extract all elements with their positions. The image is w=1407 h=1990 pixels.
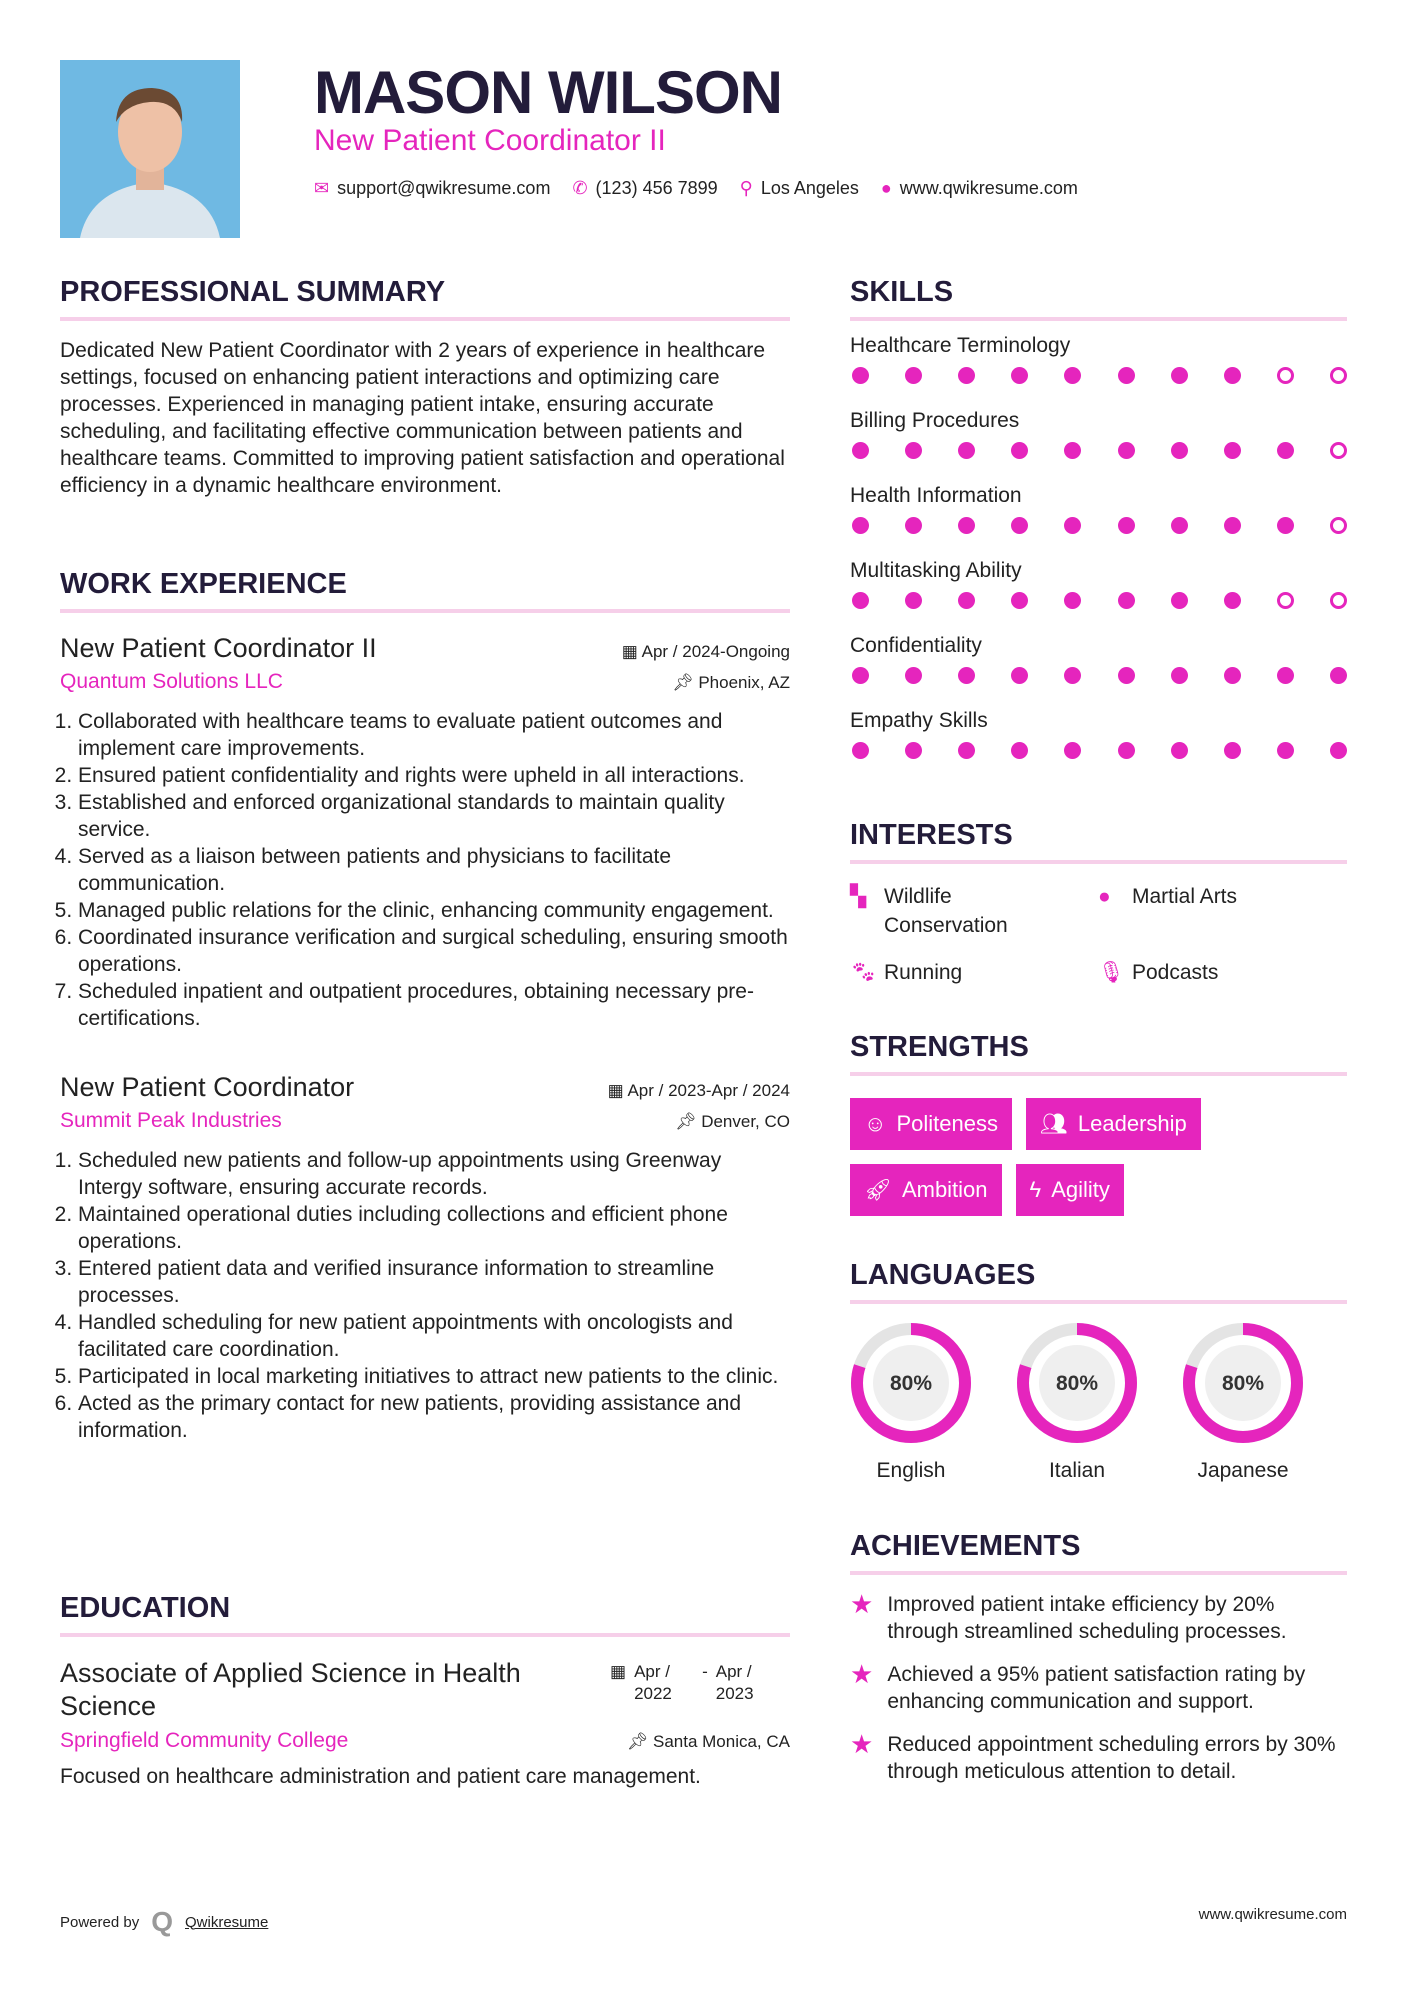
- language-item: [850, 1322, 972, 1483]
- bolt-icon: ϟ: [1029, 1177, 1042, 1202]
- section-heading: SKILLS: [850, 276, 1347, 321]
- job-entry: [60, 1072, 790, 1444]
- globe-icon: ●: [1098, 885, 1111, 908]
- skill-dot: [958, 442, 975, 459]
- language-name: Italian: [1048, 1459, 1106, 1482]
- skill-dot: [905, 442, 922, 459]
- skill-dot: [1277, 442, 1294, 459]
- education-location: Santa Monica, CA: [652, 1732, 790, 1751]
- skill-dot: [1277, 742, 1294, 759]
- language-donut: [1182, 1322, 1304, 1444]
- job-bullet: 7. Scheduled inpatient and outpatient procedures, obtaining necessary pre-certifications.: [78, 978, 790, 1032]
- job-bullet: 3. Established and enforced organizational standards to maintain quality service.: [78, 789, 790, 843]
- skill-dot: [1171, 517, 1188, 534]
- paw-icon: 🐾︎: [850, 961, 877, 984]
- email[interactable]: support@qwikresume.com: [337, 178, 551, 198]
- skill-item: [850, 406, 1347, 481]
- interest-label: Wildlife Conservation: [884, 885, 1008, 937]
- skill-dot: [905, 667, 922, 684]
- candidate-name: MASON WILSON: [314, 59, 782, 126]
- job-bullet: 2. Ensured patient confidentiality and rights were upheld in all interactions.: [78, 762, 790, 789]
- star-icon: ★: [850, 1589, 874, 1619]
- section-heading: STRENGTHS: [850, 1031, 1347, 1076]
- skill-item: [850, 331, 1347, 406]
- strength-badge: [1016, 1164, 1124, 1216]
- company: Summit Peak Industries: [60, 1109, 282, 1132]
- skill-dot: [1224, 742, 1241, 759]
- strength-label: Leadership: [1077, 1111, 1187, 1136]
- skill-dot: [1064, 442, 1081, 459]
- skill-item: [850, 556, 1347, 631]
- education-description: Focused on healthcare administration and patient care management.: [60, 1765, 701, 1788]
- skill-rating: [850, 736, 1347, 781]
- skill-dot: [1224, 442, 1241, 459]
- profile-photo: [60, 60, 240, 238]
- summary-section: [60, 276, 790, 499]
- education-section: [60, 1592, 790, 1790]
- section-heading: WORK EXPERIENCE: [60, 568, 790, 613]
- skill-name: Health Information: [850, 484, 1022, 507]
- language-donut: [1016, 1322, 1138, 1444]
- language-donut: [850, 1322, 972, 1444]
- skill-rating: [850, 661, 1347, 706]
- skill-item: [850, 706, 1347, 781]
- achievement-item: [850, 1731, 1347, 1785]
- candidate-title: New Patient Coordinator II: [314, 124, 666, 157]
- rocket-icon: 🚀︎: [864, 1177, 892, 1202]
- section-heading: INTERESTS: [850, 819, 1347, 864]
- skill-dot: [1330, 517, 1347, 534]
- microphone-icon: 🎙︎: [1098, 961, 1125, 984]
- phone: (123) 456 7899: [595, 178, 718, 198]
- end-date: Apr / 2023: [715, 1662, 754, 1703]
- skill-dot: [1224, 367, 1241, 384]
- language-item: [1016, 1322, 1138, 1483]
- skills-section: [850, 276, 1347, 781]
- achievement-text: Reduced appointment scheduling errors by 30% through meticulous attention to detail.: [887, 1733, 1336, 1783]
- skill-dot: [852, 367, 869, 384]
- language-percent: 80%: [889, 1372, 933, 1395]
- skill-name: Healthcare Terminology: [850, 334, 1071, 357]
- skill-dot: [1330, 592, 1347, 609]
- skill-rating: [850, 511, 1347, 556]
- skill-name: Multitasking Ability: [850, 559, 1022, 582]
- languages-section: [850, 1259, 1347, 1483]
- job-bullet: 6. Acted as the primary contact for new patients, providing assistance and information.: [78, 1390, 790, 1444]
- skill-dot: [905, 592, 922, 609]
- skill-dot: [1064, 592, 1081, 609]
- summary-text: Dedicated New Patient Coordinator with 2 years of experience in healthcare settings, focused on enhancing patient interactions and optimizing care processes. Experienced in managing patient intake, ensuring accurate scheduling, and facilitating effective communication between patients and healthcare teams. Committed to improving patient satisfaction and operational efficiency in a dynamic healthcare environment.: [60, 339, 785, 497]
- strength-label: Agility: [1051, 1177, 1110, 1202]
- achievement-item: [850, 1591, 1347, 1645]
- language-item: [1182, 1322, 1304, 1483]
- smile-icon: ☺: [864, 1111, 887, 1136]
- start-date: Apr / 2022: [634, 1662, 672, 1703]
- job-bullet: 3. Entered patient data and verified insurance information to streamline processes.: [78, 1255, 790, 1309]
- achievement-text: Achieved a 95% patient satisfaction rating by enhancing communication and support.: [887, 1663, 1306, 1713]
- job-bullet: 5. Managed public relations for the clinic, enhancing community engagement.: [78, 897, 790, 924]
- skill-dot: [958, 742, 975, 759]
- job-date: Apr / 2024-Ongoing: [641, 642, 790, 661]
- interest-item: [850, 958, 1098, 987]
- globe-icon: ●: [880, 178, 892, 198]
- calendar-icon: ▦: [610, 1662, 627, 1681]
- skill-dot: [852, 667, 869, 684]
- skill-dot: [1011, 442, 1028, 459]
- skill-dot: [852, 742, 869, 759]
- skill-dot: [958, 592, 975, 609]
- strength-badge: [850, 1098, 1012, 1150]
- skill-dot: [1064, 367, 1081, 384]
- contact-info: [314, 178, 1078, 199]
- skill-dot: [1118, 592, 1135, 609]
- skill-dot: [1277, 517, 1294, 534]
- skill-item: [850, 481, 1347, 556]
- skill-dot: [1224, 667, 1241, 684]
- education-date: ▦ Apr / 2022 - Apr / 2023: [610, 1661, 790, 1705]
- skill-rating: [850, 361, 1347, 406]
- skill-dot: [1011, 742, 1028, 759]
- skill-dot: [958, 367, 975, 384]
- location: Los Angeles: [760, 178, 859, 198]
- experience-section: [60, 568, 790, 1444]
- footer-website[interactable]: www.qwikresume.com: [1198, 1906, 1347, 1923]
- skill-item: [850, 631, 1347, 706]
- section-heading: LANGUAGES: [850, 1259, 1347, 1304]
- job-bullet: 1. Scheduled new patients and follow-up appointments using Greenway Intergy software, ensuring accurate records.: [78, 1147, 790, 1201]
- interest-item: [1098, 882, 1346, 940]
- school: Springfield Community College: [60, 1729, 349, 1752]
- strength-badge: [850, 1164, 1002, 1216]
- job-bullet: 4. Served as a liaison between patients and physicians to facilitate communication.: [78, 843, 790, 897]
- skill-dot: [1277, 367, 1294, 384]
- job-location: Phoenix, AZ: [698, 673, 790, 692]
- interest-item: [850, 882, 1098, 940]
- skill-dot: [1330, 667, 1347, 684]
- skill-dot: [1011, 667, 1028, 684]
- skill-dot: [1118, 442, 1135, 459]
- strength-label: Ambition: [901, 1177, 988, 1202]
- skill-dot: [1277, 667, 1294, 684]
- skill-dot: [1064, 517, 1081, 534]
- job-bullet: 4. Handled scheduling for new patient appointments with oncologists and facilitated care coordination.: [78, 1309, 790, 1363]
- skill-dot: [1171, 442, 1188, 459]
- achievement-item: [850, 1661, 1347, 1715]
- achievement-text: Improved patient intake efficiency by 20% through streamlined scheduling processes.: [887, 1593, 1287, 1643]
- calendar-icon: ▦: [621, 642, 642, 661]
- strengths-section: [850, 1031, 1347, 1216]
- job-bullet: 1. Collaborated with healthcare teams to evaluate patient outcomes and implement care improvements.: [78, 708, 790, 762]
- language-percent: 80%: [1221, 1372, 1265, 1395]
- qwikresume-logo-icon: Q: [151, 1906, 173, 1937]
- skill-dot: [1171, 592, 1188, 609]
- skill-dot: [1011, 517, 1028, 534]
- skill-dot: [1118, 367, 1135, 384]
- skill-dot: [905, 742, 922, 759]
- interests-section: [850, 819, 1347, 987]
- skill-name: Billing Procedures: [850, 409, 1020, 432]
- pin-icon: 📌︎: [674, 1112, 702, 1131]
- skill-dot: [905, 367, 922, 384]
- wildlife-icon: ▚: [850, 885, 867, 908]
- skill-dot: [1224, 592, 1241, 609]
- job-location: Denver, CO: [701, 1112, 790, 1131]
- pin-icon: 📌︎: [626, 1732, 653, 1751]
- job-entry: [60, 633, 790, 1032]
- skill-dot: [1330, 742, 1347, 759]
- interest-label: Martial Arts: [1132, 885, 1238, 908]
- section-heading: ACHIEVEMENTS: [850, 1530, 1347, 1575]
- brand-link[interactable]: Qwikresume: [185, 1913, 269, 1931]
- skill-dot: [1118, 667, 1135, 684]
- skill-rating: [850, 436, 1347, 481]
- calendar-icon: ▦: [607, 1081, 628, 1100]
- skill-dot: [852, 517, 869, 534]
- email-icon: ✉: [314, 178, 330, 198]
- skill-dot: [905, 517, 922, 534]
- location-pin-icon: ⚲: [739, 178, 753, 198]
- degree: Associate of Applied Science in Health Science: [60, 1658, 521, 1721]
- skill-dot: [958, 517, 975, 534]
- company: Quantum Solutions LLC: [60, 670, 283, 693]
- skill-dot: [1330, 442, 1347, 459]
- skill-dot: [1171, 742, 1188, 759]
- skill-dot: [1118, 742, 1135, 759]
- interest-label: Podcasts: [1132, 961, 1219, 984]
- skill-name: Empathy Skills: [850, 709, 988, 732]
- strength-badge: [1026, 1098, 1201, 1150]
- skill-dot: [1064, 667, 1081, 684]
- job-bullet: 2. Maintained operational duties including collections and efficient phone operations.: [78, 1201, 790, 1255]
- section-heading: PROFESSIONAL SUMMARY: [60, 276, 790, 321]
- skill-dot: [1011, 367, 1028, 384]
- skill-dot: [958, 667, 975, 684]
- job-date: Apr / 2023-Apr / 2024: [627, 1081, 790, 1100]
- phone-icon: ✆: [572, 178, 588, 198]
- skill-dot: [1118, 517, 1135, 534]
- skill-dot: [1330, 367, 1347, 384]
- job-bullet: 5. Participated in local marketing initiatives to attract new patients to the clinic.: [78, 1363, 790, 1390]
- skill-dot: [1011, 592, 1028, 609]
- powered-by: Powered by: [60, 1913, 140, 1931]
- star-icon: ★: [850, 1729, 874, 1759]
- strength-label: Politeness: [896, 1111, 998, 1136]
- skill-dot: [1277, 592, 1294, 609]
- website[interactable]: www.qwikresume.com: [899, 178, 1078, 198]
- job-bullet: 6. Coordinated insurance verification and surgical scheduling, ensuring smooth operations.: [78, 924, 790, 978]
- skill-rating: [850, 586, 1347, 631]
- skill-name: Confidentiality: [850, 634, 982, 657]
- skill-dot: [1064, 742, 1081, 759]
- footer-brand: [60, 1906, 268, 1938]
- star-icon: ★: [850, 1659, 874, 1689]
- language-name: Japanese: [1197, 1459, 1289, 1482]
- interest-label: Running: [884, 961, 963, 984]
- skill-dot: [1224, 517, 1241, 534]
- job-title: New Patient Coordinator II: [60, 633, 377, 663]
- pin-icon: 📌︎: [672, 673, 699, 692]
- interest-item: [1098, 958, 1346, 987]
- skill-dot: [852, 442, 869, 459]
- skill-dot: [1171, 667, 1188, 684]
- section-heading: EDUCATION: [60, 1592, 790, 1637]
- skill-dot: [852, 592, 869, 609]
- language-percent: 80%: [1055, 1372, 1099, 1395]
- achievements-section: [850, 1530, 1347, 1785]
- users-icon: 👥︎: [1039, 1111, 1068, 1136]
- skill-dot: [1171, 367, 1188, 384]
- job-title: New Patient Coordinator: [60, 1072, 355, 1102]
- language-name: English: [876, 1459, 946, 1482]
